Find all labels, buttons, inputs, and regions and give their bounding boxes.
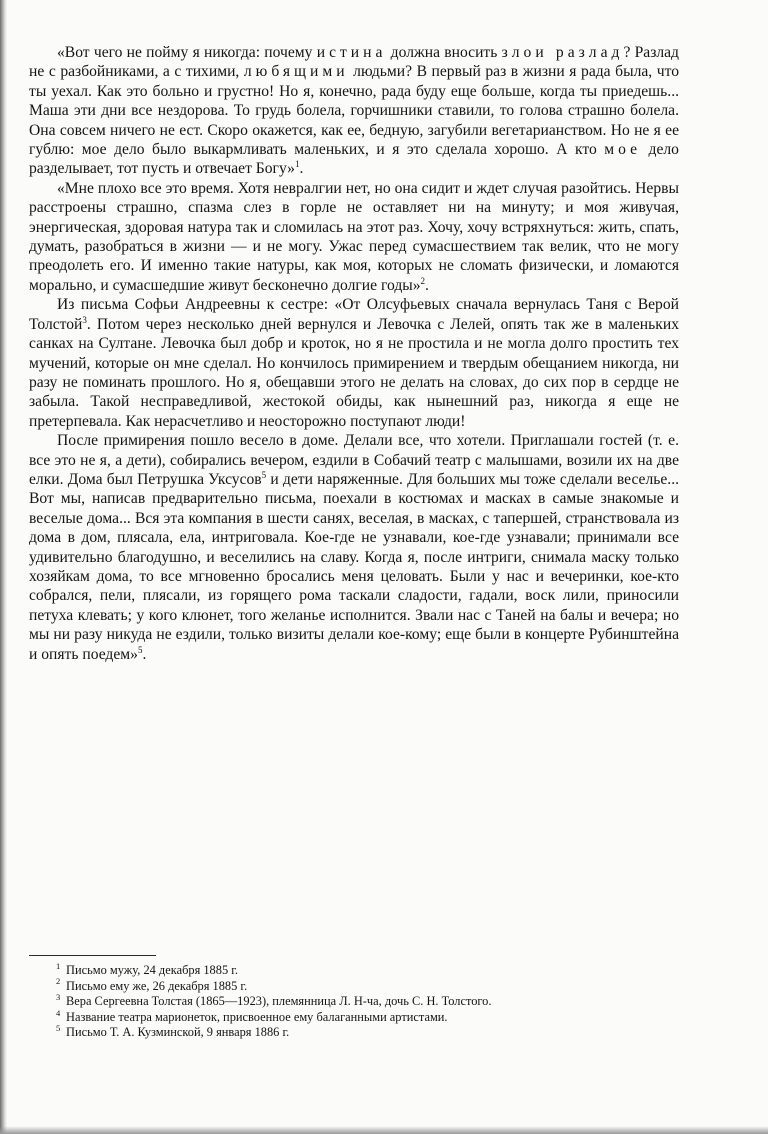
footnote-text: Письмо мужу, 24 декабря 1885 г. <box>66 963 239 977</box>
paragraph-letter-second <box>29 179 679 295</box>
text-run: и дети наряженные. Для больших мы тоже сделали веселье... Вот мы, написав предварительно письма, поехали в костюмах и масках в самые знакомые и веселые дома... Вся эта компания в шести санях, веселая, в масках, с тапершей, странствовала из дома в дом, плясала, ела, интриговала. Кое-где не узнавали, кое-где узнавали; принимали все удивительно благодушно, и веселились на славу. Когда я, после интриги, снимала маску только хозяйкам дома, то все мгновенно бросались меня целовать. Были у нас и вечеринки, кое-кто собрался, пели, плясали, из горящего рома таскали сладости, гадали, воск лили, приносили петуха клевать; у кого клюнет, того желанье исполнится. Звали нас с Таней на балы и вечера; но мы ни разу никуда не ездили, только визиты делали кое-кому; еще были в концерте Рубинштейна и опять поедем» <box>29 470 679 663</box>
footnote-text: Название театра марионеток, присвоенное ему балаганными артистами. <box>66 1009 448 1024</box>
emphasis-spaced: истина <box>316 44 387 61</box>
paragraph-letter-to-husband <box>29 43 679 179</box>
paragraph-letter-to-sister <box>29 295 679 431</box>
footnote-ref: 1 <box>294 159 300 170</box>
footnote-item: 1 Письмо мужу, 24 декабря 1885 г. <box>56 960 239 977</box>
paragraph-reconciliation <box>29 431 679 664</box>
footnote-item: 5 Письмо Т. А. Кузминской, 9 января 1886 г. <box>56 1023 290 1040</box>
footnote-item: 2 Письмо ему же, 26 декабря 1885 г. <box>56 976 248 993</box>
emphasis-spaced: любящими <box>243 63 349 81</box>
text-run: Из письма Софьи Андреевны к сестре: «От Олсуфьевых сначала вернулась Таня с Верой Толстой <box>29 296 679 333</box>
text-run: . Потом через несколько дней вернулся и Левочка с Лелей, опять так же в маленьких санках на Султане. Левочка был добр и кроток, но я не простила и не могла долго простить тех мучений, которые он мне сделал. Но кончилось примирением и твердым обещанием никогда, ни разу не поминать прошлого. Но я, обещавши этого не делать на словах, до сих пор в сердце не забыла. Такой несправедливой, жестокой обиды, как нынешний раз, никогда я еще не претерпевала. Как нерасчетливо и неосторожно поступают люди! <box>29 315 679 430</box>
text-run: ? Разлад не с разбойниками, а с тихими, <box>29 44 679 81</box>
text-run: После примирения пошло весело в доме. Делали все, что хотели. Приглашали гостей (т. е. все это не я, а дети), собирались вечером, ездили в Собачий театр с малышами, возили их на две елки. Дома был Петрушка Уксусов <box>29 432 679 488</box>
footnote-ref: 3 <box>82 314 87 325</box>
page-body <box>29 43 679 664</box>
text-run: должна вносить <box>386 44 502 61</box>
text-run: . <box>299 160 304 178</box>
footnote-ref: 5 <box>137 644 143 655</box>
text-run: дело разделывает, тот пусть и отвечает Богу» <box>29 141 679 178</box>
footnote-text: Письмо Т. А. Кузминской, 9 января 1886 г. <box>66 1025 290 1040</box>
footnote-ref: 2 <box>420 275 426 286</box>
text-run: . <box>425 276 429 294</box>
text-run: «Вот чего не пойму я никогда: почему <box>57 44 317 61</box>
footnotes <box>29 955 679 1041</box>
footnote-ref: 5 <box>261 469 267 480</box>
text-run: «Мне плохо все это время. Хотя невралгии нет, но она сидит и ждет случая разойтись. Нервы расстроены страшно, спазма слез в горле не оставляет ни на минуту; и моя живучая, энергическая, здоровая натура так и сломилась на этот раз. Хочу, хочу встряхнуться: жить, спать, думать, разобраться в жизни — и не могу. Ужас перед сумасшествием так велик, что не могу преодолеть его. И именно такие натуры, как моя, которых не сломать физически, и ломаются морально, и сумасшедшие живут бесконечно долгие годы» <box>29 179 679 294</box>
emphasis-spaced: мое <box>604 141 642 159</box>
emphasis-spaced: злои разлад <box>501 44 624 61</box>
footnote-text: Письмо ему же, 26 декабря 1885 г. <box>66 978 248 993</box>
footnote-item: 4 Название театра марионеток, присвоенное ему балаганными артистами. <box>56 1007 448 1024</box>
scan-shadow-bottom <box>0 1126 768 1134</box>
footnote-item: 3 Вера Сергеевна Толстая (1865—1923), племянница Л. Н-ча, дочь С. Н. Толстого. <box>56 992 492 1009</box>
scan-shadow-left <box>0 0 7 1134</box>
text-run: . <box>142 645 147 663</box>
text-run: людьми? В первый раз в жизни я рада была, что ты уехал. Как это больно и грустно! Но я, конечно, рада буду еще больше, когда ты приедешь... Маша эти дни все нездорова. То грудь болела, горчишники ставили, то голова страшно болела. Она совсем ничего не ест. Скоро окажется, как ее, бедную, загубили вегетарианством. Но не я ее гублю: мое дело было выкармливать маленьких, и я это сделала хорошо. А кто <box>29 63 679 159</box>
footnote-rule <box>29 955 156 956</box>
footnote-text: Вера Сергеевна Толстая (1865—1923), племянница Л. Н-ча, дочь С. Н. Толстого. <box>66 994 492 1009</box>
